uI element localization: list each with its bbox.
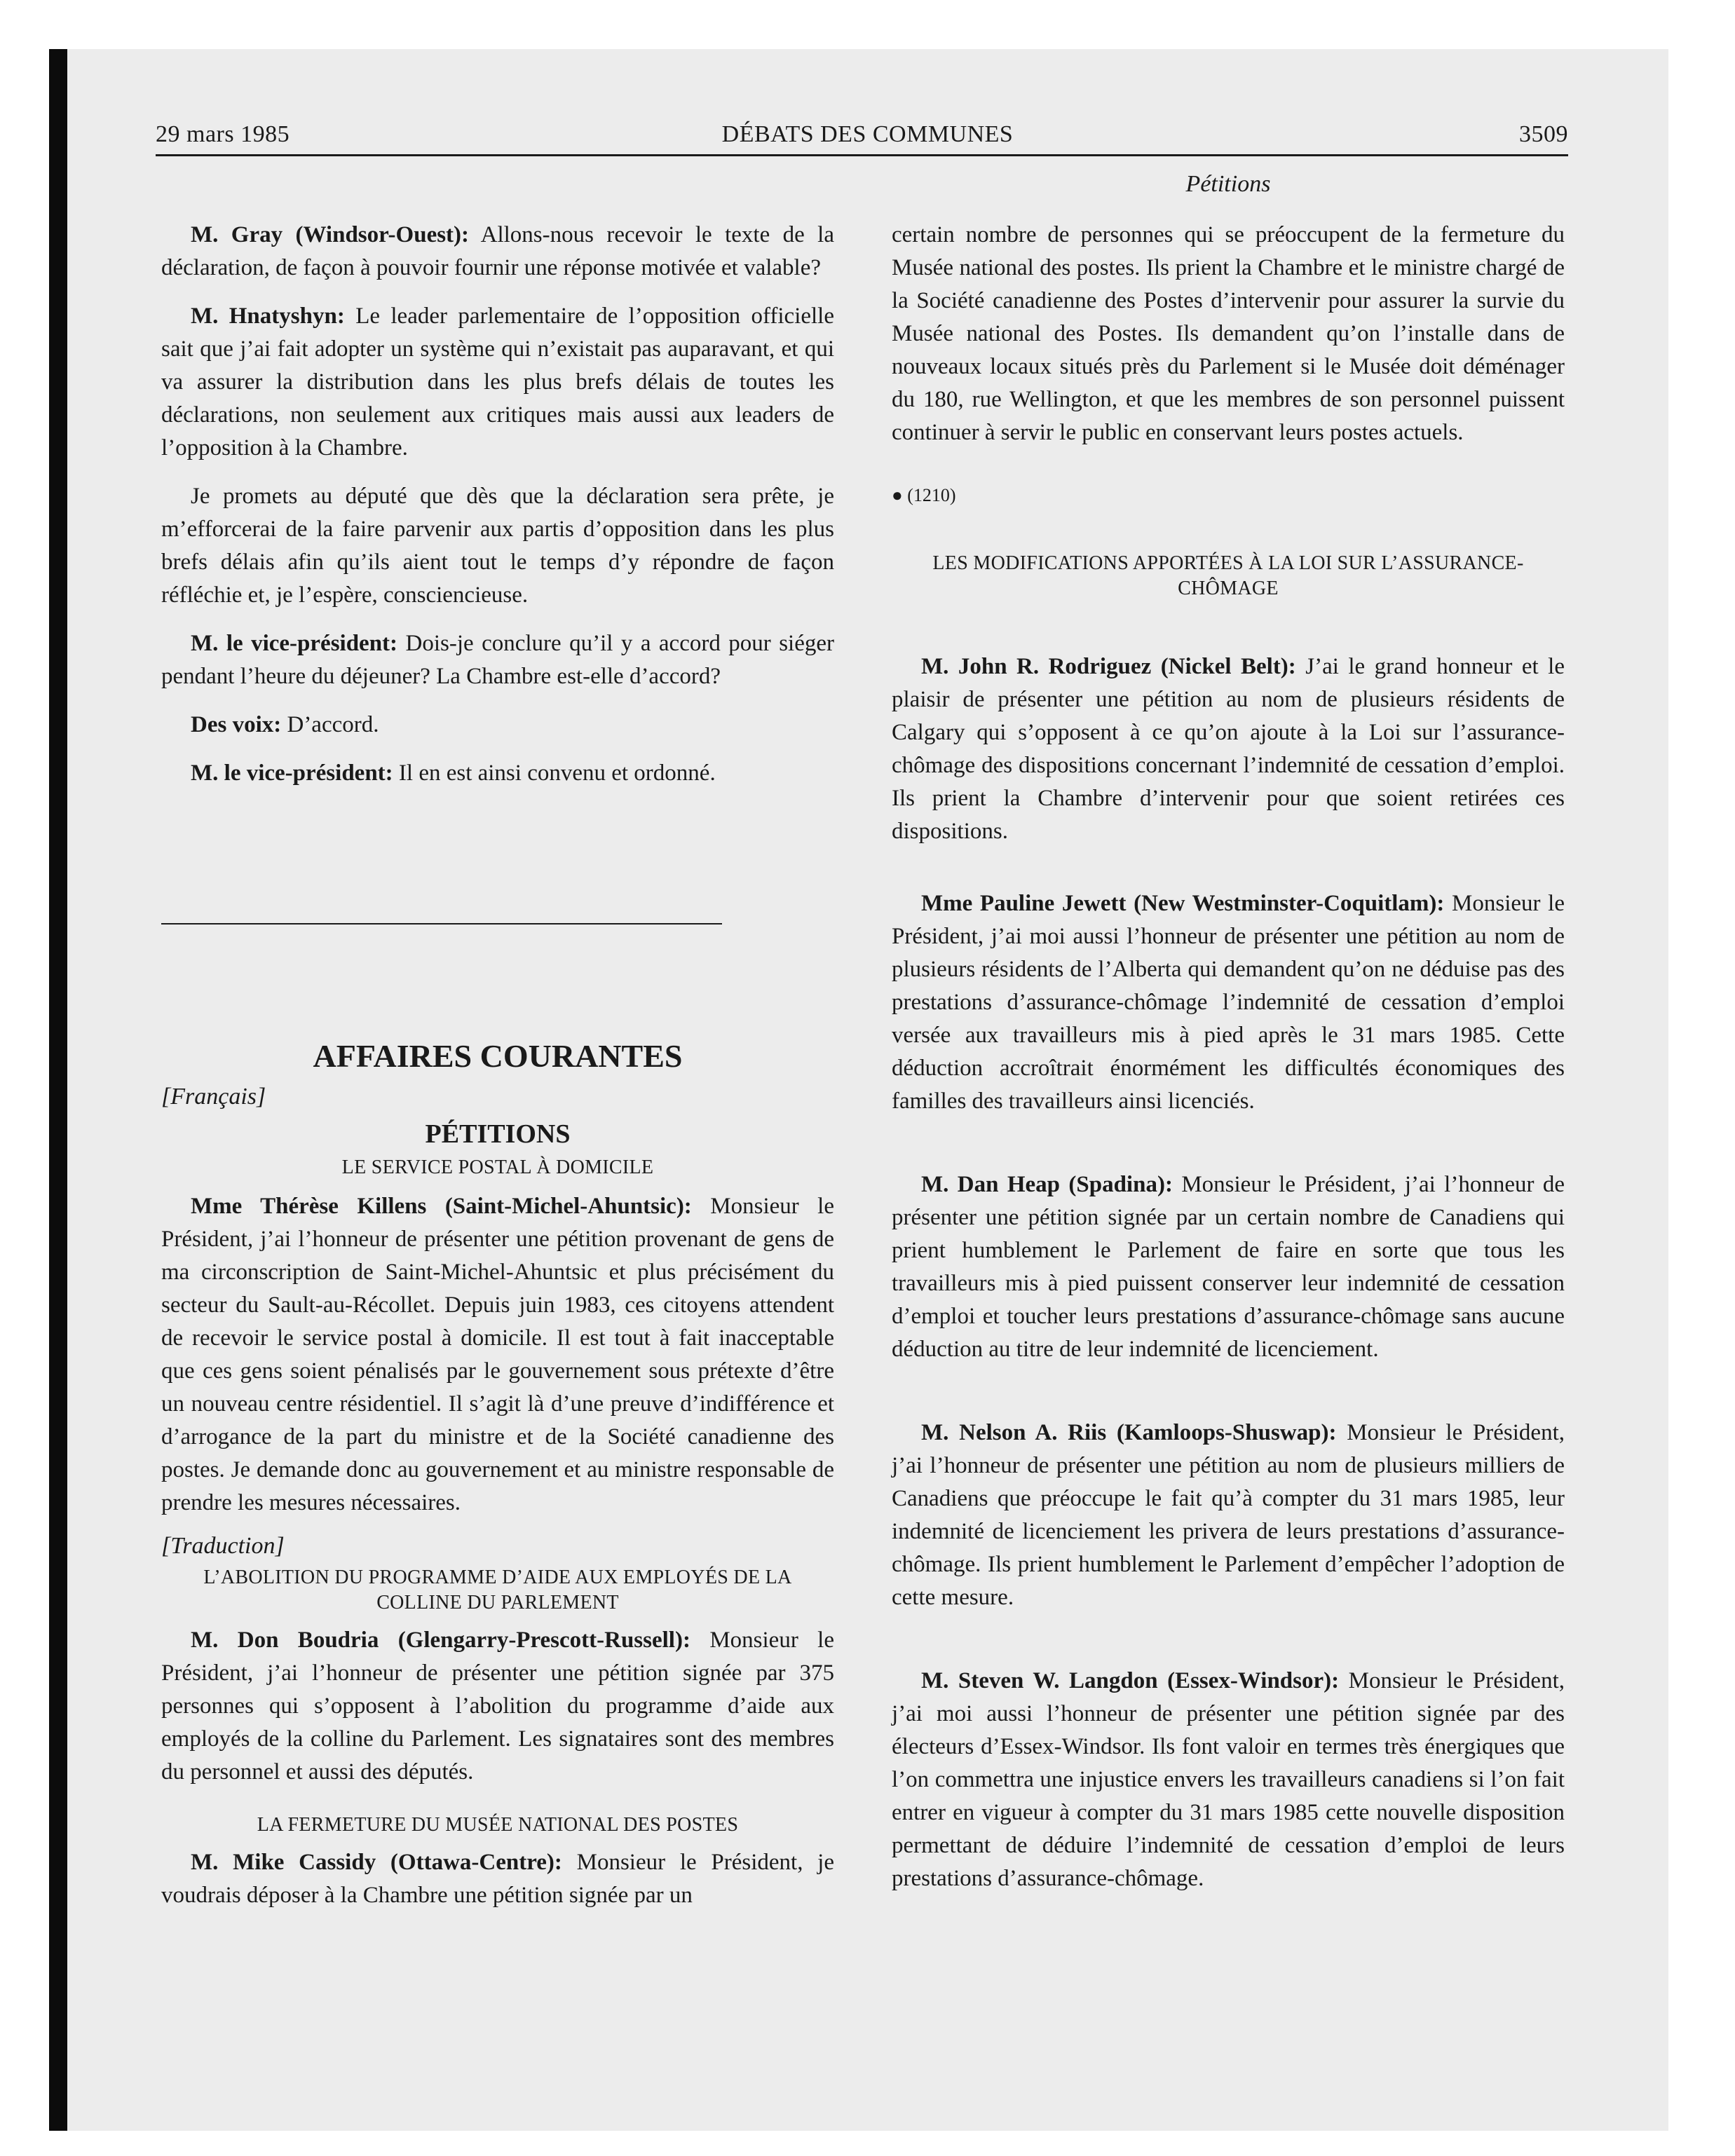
- subheading-postal-service: LE SERVICE POSTAL À DOMICILE: [341, 1157, 654, 1178]
- paragraph-rodriguez: [892, 650, 1565, 848]
- paragraph-jewett: [892, 887, 1565, 1118]
- paragraph-text: Monsieur le Président, j’ai l’honneur de présenter une pétition signée par un certain nombre de Canadiens qui prient humblement le Parlement de faire en sorte que tous les travailleurs mis à pied puissent conserver leur indemnité de cessation d’emploi et toucher leurs prestations d’assurance-chômage sans aucune déduction au titre de leur indemnité de licenciement.: [892, 1172, 1565, 1362]
- paragraph-text: certain nombre de personnes qui se préoccupent de la fermeture du Musée national des postes. Ils prient la Chambre et le ministre chargé de la Société canadienne des Postes d’intervenir pour assurer la survie du Musée national des Postes. Ils demandent qu’on l’installe dans de nouveaux locaux situés près du Parlement si le Musée doit déménager du 180, rue Wellington, et que les membres de son personnel puissent continuer à servir le public en conservant leurs postes actuels.: [892, 222, 1565, 445]
- subheading-postal-museum: LA FERMETURE DU MUSÉE NATIONAL DES POSTES: [257, 1814, 739, 1836]
- header-title: DÉBATS DES COMMUNES: [721, 121, 1014, 147]
- paragraph-voices: [161, 709, 834, 742]
- speaker-name: M. le vice-président:: [191, 631, 398, 656]
- paragraph-cassidy: [161, 1846, 834, 1912]
- speaker-name: M. Gray (Windsor-Ouest):: [191, 222, 470, 247]
- petitions-title: PÉTITIONS: [425, 1119, 571, 1149]
- subheading-ui-line1: LES MODIFICATIONS APPORTÉES À LA LOI SUR L’ASSURANCE-: [932, 552, 1524, 574]
- speaker-name: M. Mike Cassidy (Ottawa-Centre):: [191, 1850, 562, 1875]
- speaker-name: M. le vice-président:: [191, 760, 393, 786]
- language-note-francais: [Français]: [161, 1084, 266, 1110]
- paragraph-text: Monsieur le Président, j’ai moi aussi l’honneur de présenter une pétition signée par des électeurs d’Essex-Windsor. Ils font valoir en termes très énergiques que l’on commettra une injustice envers les travailleurs canadiens si l’on fait entrer en vigueur à compter du 31 mars 1985 cette nouvelle disposition permettant de déduire l’indemnité de cessation d’emploi de leurs prestations d’assurance-chômage.: [892, 1668, 1565, 1891]
- paragraph-text: Il en est ainsi convenu et ordonné.: [393, 760, 716, 786]
- paragraph-text: Je promets au député que dès que la déclaration sera prête, je m’efforcerai de la faire parvenir aux partis d’opposition dans les plus brefs délais afin qu’ils aient tout le temps d’y répondre de façon réfléchie et, je l’espère, consciencieuse.: [161, 484, 834, 608]
- subheading-ui-line2: CHÔMAGE: [1178, 578, 1279, 599]
- paragraph-text: Monsieur le Président, j’ai moi aussi l’honneur de présenter une pétition au nom de plusieurs résidents de l’Alberta qui demandent qu’on ne déduise pas des prestations d’assurance-chômage l’indemnité de cessation d’emploi versée aux travailleurs mis à pied après le 31 mars 1985. Cette déduction accroîtrait énormément les difficultés économiques des familles des travailleurs ainsi licenciés.: [892, 891, 1565, 1114]
- header-rule: [156, 154, 1568, 156]
- subheading-abolition-line1: L’ABOLITION DU PROGRAMME D’AIDE AUX EMPLOYÉS DE LA: [203, 1567, 792, 1588]
- language-note-traduction: [Traduction]: [161, 1533, 285, 1559]
- paragraph-gray: [161, 219, 834, 285]
- paragraph-text: Dois-je conclure qu’il y a accord pour siéger pendant l’heure du déjeuner? La Chambre est-elle d’accord?: [161, 631, 835, 689]
- paragraph-langdon: [892, 1665, 1565, 1895]
- scan-edge-bar: [49, 49, 67, 2131]
- paragraph-museum-continued: [892, 219, 1565, 449]
- paragraph-text: Monsieur le Président, je voudrais déposer à la Chambre une pétition signée par un: [161, 1850, 834, 1908]
- paragraph-text: Monsieur le Président, j’ai l’honneur de présenter une pétition signée par 375 personnes qui s’opposent à l’abolition du programme d’aide aux employés de la colline du Parlement. Les signataires sont des membres du personnel et aussi des députés.: [161, 1628, 834, 1785]
- header-date: 29 mars 1985: [156, 121, 290, 147]
- speaker-name: M. Don Boudria (Glengarry-Prescott-Russell):: [191, 1628, 690, 1653]
- paragraph-riis: [892, 1417, 1565, 1614]
- speaker-name: M. Steven W. Langdon (Essex-Windsor):: [921, 1668, 1340, 1693]
- section-title: AFFAIRES COURANTES: [313, 1038, 683, 1074]
- paragraph-text: D’accord.: [281, 712, 379, 737]
- running-head: Pétitions: [1185, 171, 1271, 197]
- time-stamp: (1210): [907, 485, 956, 505]
- speaker-name: Mme Thérèse Killens (Saint-Michel-Ahuntsic):: [191, 1194, 692, 1219]
- paragraph-killens: [161, 1190, 834, 1520]
- paragraph-vice-president: [161, 627, 834, 693]
- speaker-name: Des voix:: [191, 712, 282, 737]
- paragraph-hnatyshyn: [161, 300, 834, 465]
- paragraph-text: J’ai le grand honneur et le plaisir de présenter une pétition au nom de plusieurs résidents de Calgary qui s’opposent à ce qu’on ajoute à la Loi sur l’assurance-chômage des dispositions concernant l’indemnité de cessation d’emploi. Ils prient la Chambre d’intervenir pour que soient retirées ces dispositions.: [892, 654, 1565, 844]
- speaker-name: M. Nelson A. Riis (Kamloops-Shuswap):: [921, 1420, 1337, 1445]
- header-page-number: 3509: [1519, 121, 1568, 147]
- paragraph-text: Allons-nous recevoir le texte de la déclaration, de façon à pouvoir fournir une réponse motivée et valable?: [161, 222, 834, 280]
- paragraph-text: Le leader parlementaire de l’opposition officielle sait que j’ai fait adopter un système qui n’existait pas auparavant, et qui va assurer la distribution dans les plus brefs délais de toutes les déclarations, non seulement aux critiques mais aussi aux leaders de l’opposition à la Chambre.: [161, 303, 834, 460]
- paragraph-vice-president-2: [161, 757, 834, 790]
- left-column: [161, 168, 834, 1912]
- time-marker: [892, 479, 1565, 512]
- subheading-abolition-line2: COLLINE DU PARLEMENT: [376, 1592, 619, 1613]
- speaker-name: M. Dan Heap (Spadina):: [921, 1172, 1173, 1197]
- right-column: [892, 168, 1565, 1895]
- speaker-name: M. John R. Rodriguez (Nickel Belt):: [921, 654, 1296, 679]
- paragraph-text: Monsieur le Président, j’ai l’honneur de présenter une pétition au nom de plusieurs milliers de Canadiens que préoccupe le fait qu’à compter du 31 mars 1985, leur indemnité de licenciement les privera de leurs prestations d’assurance-chômage. Ils prient humblement le Parlement d’empêcher l’adoption de cette mesure.: [892, 1420, 1565, 1610]
- speaker-name: M. Hnatyshyn:: [191, 303, 345, 329]
- paragraph-heap: [892, 1168, 1565, 1366]
- speaker-name: Mme Pauline Jewett (New Westminster-Coquitlam):: [921, 891, 1445, 916]
- paragraph-promise: [161, 480, 834, 612]
- paragraph-boudria: [161, 1624, 834, 1789]
- bullet-icon: ●: [892, 485, 903, 505]
- paragraph-text: Monsieur le Président, j’ai l’honneur de présenter une pétition provenant de gens de ma circonscription de Saint-Michel-Ahuntsic et plus précisément du secteur du Sault-au-Récollet. Depuis juin 1983, ces citoyens attendent de recevoir le service postal à domicile. Il est tout à fait inacceptable que ces gens soient pénalisés par le gouvernement sous prétexte d’être un nouveau centre résidentiel. Il s’agit là d’une preuve d’indifférence et d’arrogance de la part du ministre et de la Société canadienne des postes. Je demande donc au gouvernement et au ministre responsable de prendre les mesures nécessaires.: [161, 1194, 834, 1515]
